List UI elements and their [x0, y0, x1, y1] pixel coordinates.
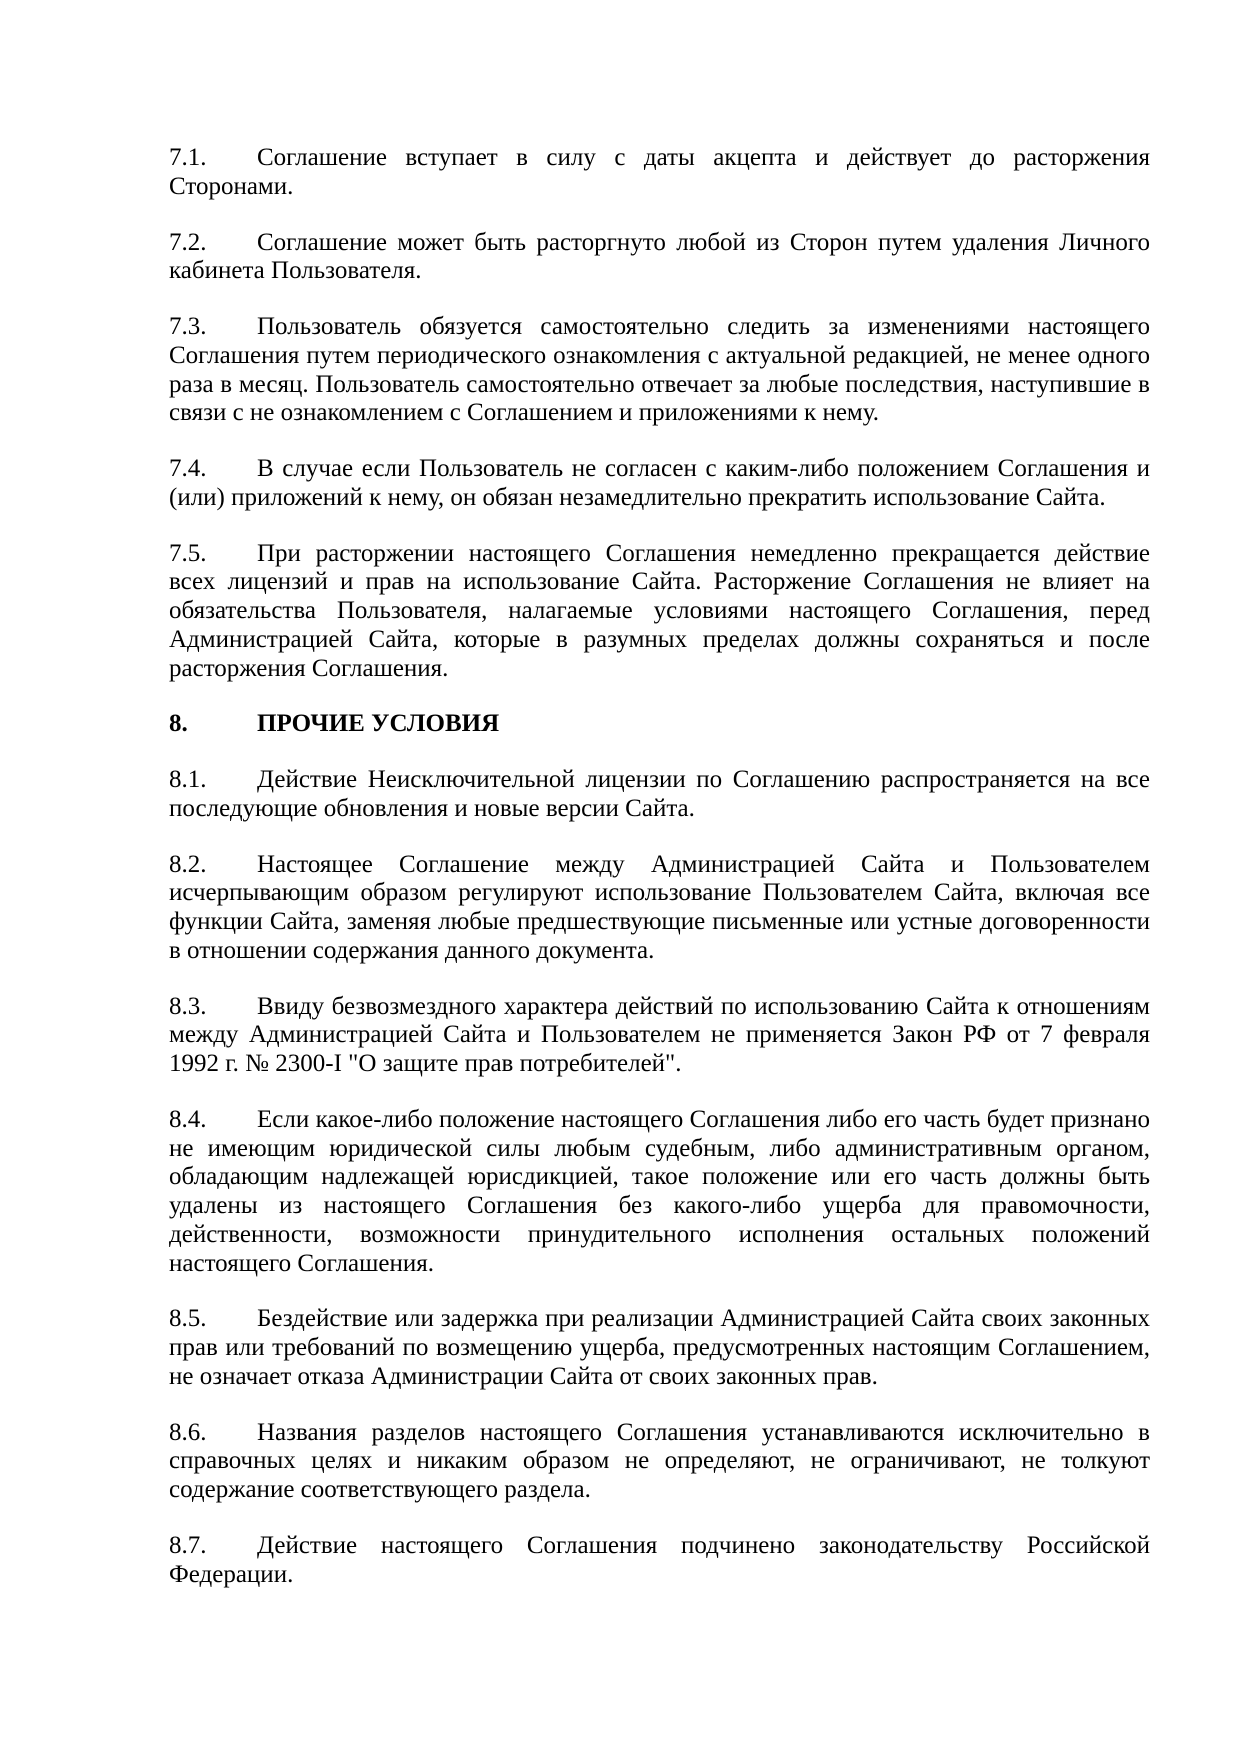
- clause-text: Пользователь обязуется самостоятельно следить за изменениями настоящего Соглашения путем периодического ознакомления с актуальной редакцией, не менее одного раза в месяц. Пользователь самостоятельно отвечает за любые последствия, наступившие в связи с не ознакомлением с Соглашением и приложениями к нему.: [169, 313, 1150, 427]
- clause-text: При расторжении настоящего Соглашения немедленно прекращается действие всех лицензий и прав на использование Сайта. Расторжение Соглашения не влияет на обязательства Пользователя, налагаемые условиями настоящего Соглашения, перед Администрацией Сайта, которые в разумных пределах должны сохраняться и после расторжения Соглашения.: [169, 539, 1150, 682]
- clause-text: ПРОЧИЕ УСЛОВИЯ: [257, 710, 500, 738]
- clause-number: 8.6.: [169, 1418, 207, 1446]
- clause-8.5: [169, 1305, 1150, 1391]
- clause-8.7: [169, 1532, 1150, 1590]
- clause-number: 7.3.: [169, 313, 207, 340]
- clause-text: Соглашение может быть расторгнуто любой из Сторон путем удаления Личного кабинета Пользователя.: [169, 228, 1150, 285]
- document-body: [169, 144, 1150, 1589]
- clause-text: Настоящее Соглашение между Администрацией Сайта и Пользователем исчерпывающим образом регулируют использование Пользователем Сайта, включая все функции Сайта, заменяя любые предшествующие письменные или устные договоренности в отношении содержания данного документа.: [169, 850, 1150, 964]
- clause-number: 7.4.: [169, 455, 207, 482]
- clause-8.1: [169, 766, 1150, 824]
- clause-8.3: [169, 993, 1150, 1079]
- clause-number: 8.1.: [169, 766, 207, 793]
- clause-text: Соглашение вступает в силу с даты акцепта и действует до расторжения Сторонами.: [169, 144, 1150, 200]
- clause-number: 8.5.: [169, 1305, 207, 1333]
- clause-8.2: [169, 851, 1150, 966]
- section-heading-8: [169, 710, 1150, 739]
- clause-7.3: [169, 313, 1150, 428]
- clause-text: Бездействие или задержка при реализации Администрацией Сайта своих законных прав или требований по возмещению ущерба, предусмотренных настоящим Соглашением, не означает отказа Администрации Сайта от своих законных прав.: [169, 1305, 1150, 1390]
- clause-8.6: [169, 1419, 1150, 1505]
- clause-number: 8.3.: [169, 992, 207, 1020]
- clause-text: Действие Неисключительной лицензии по Соглашению распространяется на все последующие обновления и новые версии Сайта.: [169, 766, 1150, 822]
- clause-number: 7.5.: [169, 539, 207, 567]
- clause-number: 8.2.: [169, 850, 207, 878]
- clause-number: 7.1.: [169, 144, 207, 171]
- clause-7.5: [169, 540, 1150, 684]
- clause-text: Ввиду безвозмездного характера действий по использованию Сайта к отношениям между Администрацией Сайта и Пользователем не применяется Закон РФ от 7 февраля 1992 г. № 2300-I "О защите прав потребителей".: [169, 992, 1150, 1077]
- clause-number: 8.4.: [169, 1105, 207, 1133]
- clause-7.4: [169, 455, 1150, 513]
- clause-7.1: [169, 144, 1150, 202]
- clause-number: 8.: [169, 710, 188, 738]
- clause-text: Названия разделов настоящего Соглашения устанавливаются исключительно в справочных целях и никаким образом не определяют, не ограничивают, не толкуют содержание соответствующего раздела.: [169, 1418, 1150, 1503]
- clause-number: 7.2.: [169, 228, 207, 256]
- clause-text: Действие настоящего Соглашения подчинено законодательству Российской Федерации.: [169, 1531, 1150, 1588]
- clause-number: 8.7.: [169, 1531, 207, 1559]
- clause-8.4: [169, 1106, 1150, 1279]
- clause-text: Если какое-либо положение настоящего Соглашения либо его часть будет признано не имеющим юридической силы любым судебным, либо административным органом, обладающим надлежащей юрисдикцией, такое положение или его часть должны быть удалены из настоящего Соглашения без какого-либо ущерба для правомочности, действенности, возможности принудительного исполнения остальных положений настоящего Соглашения.: [169, 1105, 1150, 1277]
- clause-text: В случае если Пользователь не согласен с каким-либо положением Соглашения и (или) приложений к нему, он обязан незамедлительно прекратить использование Сайта.: [169, 455, 1150, 511]
- clause-7.2: [169, 229, 1150, 287]
